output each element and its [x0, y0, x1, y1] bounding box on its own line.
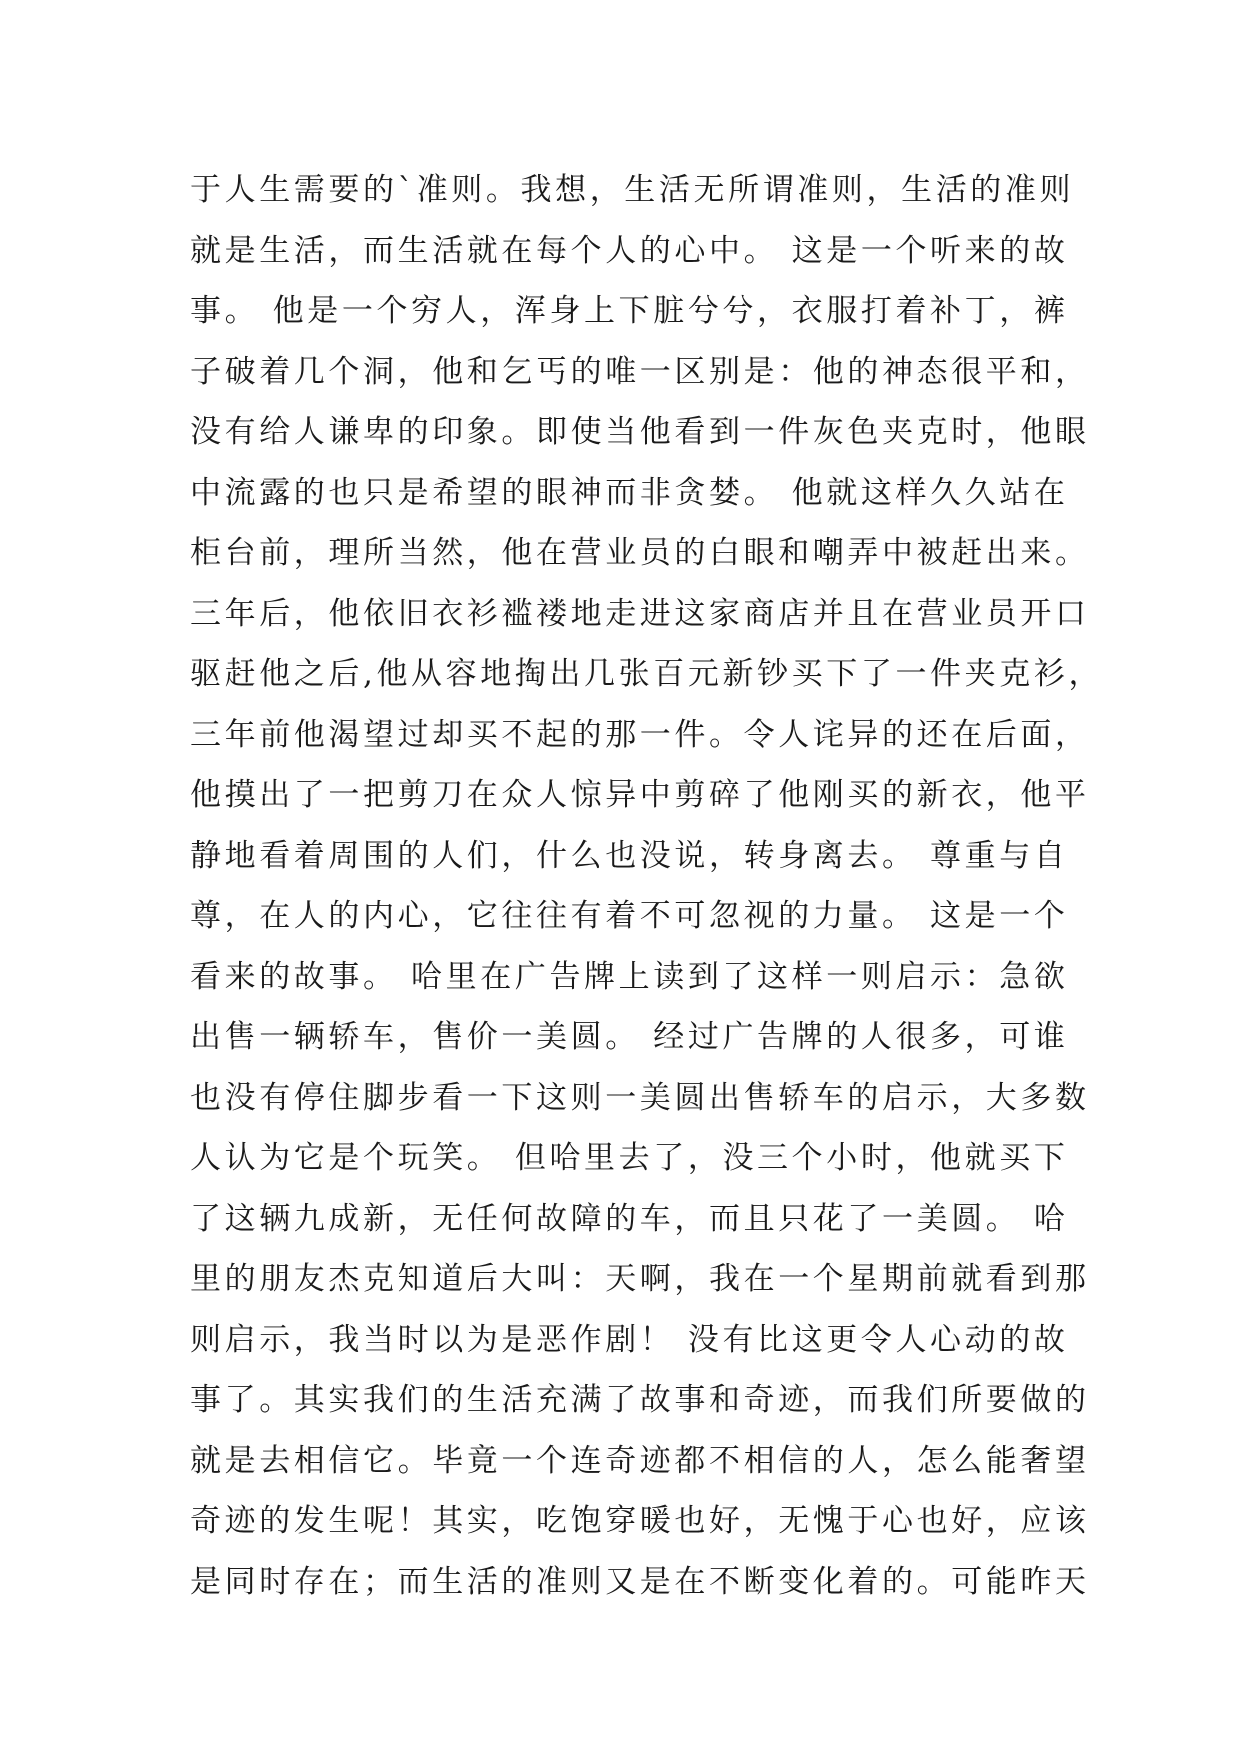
text-line: 也没有停住脚步看一下这则一美圆出售轿车的启示，大多数: [190, 1079, 1090, 1116]
text-line: 驱赶他之后,他从容地掏出几张百元新钞买下了一件夹克衫，: [190, 656, 1104, 692]
text-line: 里的朋友杰克知道后大叫：天啊，我在一个星期前就看到那: [190, 1261, 1090, 1297]
text-line: 就是生活，而生活就在每个人的心中。 这是一个听来的故: [190, 232, 1069, 269]
text-line: 中流露的也只是希望的眼神而非贪婪。 他就这样久久站在: [190, 474, 1069, 511]
text-line: 他摸出了一把剪刀在众人惊异中剪碎了他刚买的新衣，他平: [190, 777, 1090, 813]
text-line: 看来的故事。 哈里在广告牌上读到了这样一则启示：急欲: [190, 958, 1069, 995]
text-line: 子破着几个洞，他和乞丐的唯一区别是：他的神态很平和，: [190, 353, 1090, 390]
text-line: 就是去相信它。毕竟一个连奇迹都不相信的人，怎么能奢望: [190, 1442, 1090, 1479]
text-line: 静地看着周围的人们，什么也没说，转身离去。 尊重与自: [190, 837, 1069, 874]
text-line: 柜台前，理所当然，他在营业员的白眼和嘲弄中被赶出来。: [190, 535, 1090, 571]
text-line: 奇迹的发生呢！其实，吃饱穿暖也好，无愧于心也好，应该: [190, 1503, 1090, 1539]
text-line: 出售一辆轿车，售价一美圆。 经过广告牌的人很多，可谁: [190, 1019, 1069, 1055]
text-line: 没有给人谦卑的印象。即使当他看到一件灰色夹克时，他眼: [190, 414, 1090, 450]
text-line: 于人生需要的`准则。我想，生活无所谓准则，生活的准则: [190, 172, 1075, 208]
text-line: 则启示，我当时以为是恶作剧！ 没有比这更令人心动的故: [190, 1321, 1069, 1358]
text-line: 三年前他渴望过却买不起的那一件。令人诧异的还在后面，: [190, 716, 1090, 753]
text-line: 三年后，他依旧衣衫褴褛地走进这家商店并且在营业员开口: [190, 595, 1090, 632]
text-line: 了这辆九成新，无任何故障的车，而且只花了一美圆。 哈: [190, 1200, 1069, 1237]
text-line: 人认为它是个玩笑。 但哈里去了，没三个小时，他就买下: [190, 1140, 1069, 1176]
text-line: 尊，在人的内心，它往往有着不可忽视的力量。 这是一个: [190, 898, 1069, 934]
text-line: 事了。其实我们的生活充满了故事和奇迹，而我们所要做的: [190, 1382, 1090, 1418]
text-line: 是同时存在；而生活的准则又是在不断变化着的。可能昨天: [190, 1563, 1090, 1600]
body-text: [190, 160, 1104, 1612]
text-line: 事。 他是一个穷人，浑身上下脏兮兮，衣服打着补丁，裤: [190, 293, 1069, 329]
